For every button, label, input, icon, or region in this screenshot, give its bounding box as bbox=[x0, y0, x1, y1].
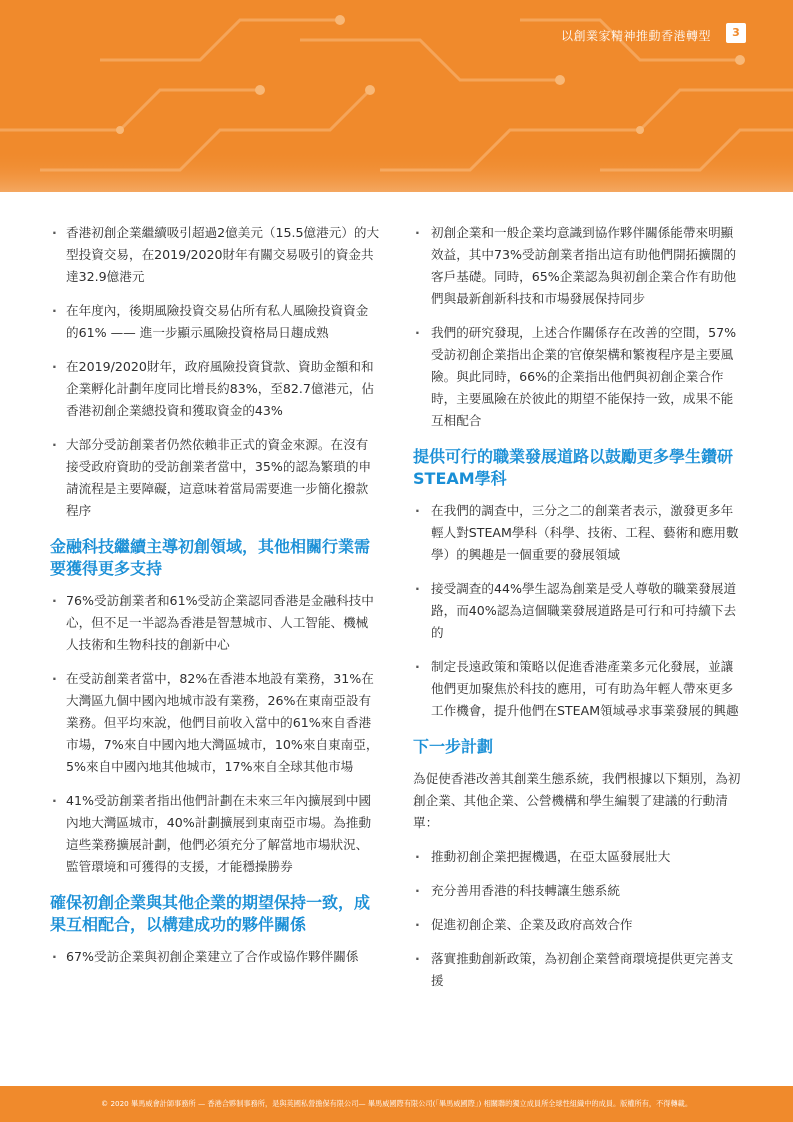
list-item: · 76%受訪創業者和61%受訪企業認同香港是金融科技中心，但不足一半認為香港是智慧城市、人工智能、機械人技術和生物科技的創新中心 bbox=[50, 590, 380, 656]
list-item: · 促進初創企業、企業及政府高效合作 bbox=[413, 914, 743, 936]
intro-bullet-list bbox=[50, 222, 380, 522]
list-item: · 制定長遠政策和策略以促進香港產業多元化發展，並讓他們更加聚焦於科技的應用，可有助為年輕人帶來更多工作機會，提升他們在STEAM領域尋求事業發展的興趣 bbox=[413, 656, 743, 722]
page-number: 3 bbox=[726, 23, 746, 43]
list-item: · 落實推動創新政策，為初創企業營商環境提供更完善支援 bbox=[413, 948, 743, 992]
header-title: 以創業家精神推動香港轉型 bbox=[560, 29, 711, 43]
partnership-bullet-list bbox=[50, 946, 380, 968]
list-item: · 在我們的調查中，三分之二的創業者表示，激發更多年輕人對STEAM學科（科學、技術、工程、藝術和應用數學）的興趣是一個重要的發展領域 bbox=[413, 500, 743, 566]
collaboration-bullet-list bbox=[413, 222, 743, 432]
fintech-bullet-list bbox=[50, 590, 380, 878]
list-item: · 接受調查的44%學生認為創業是受人尊敬的職業發展道路，而40%認為這個職業發展道路是可行和可持續下去的 bbox=[413, 578, 743, 644]
list-item: · 41%受訪創業者指出他們計劃在未來三年內擴展到中國內地大灣區城市，40%計劃擴展到東南亞市場。為推動這些業務擴展計劃，他們必須充分了解當地市場狀況、監管環境和可獲得的支援，才能穩操勝券 bbox=[50, 790, 380, 878]
section-heading-partnership: 確保初創企業與其他企業的期望保持一致，成果互相配合，以構建成功的夥伴關係 bbox=[50, 893, 371, 934]
list-item: · 大部分受訪創業者仍然依賴非正式的資金來源。在沒有接受政府資助的受訪創業者當中，35%的認為繁瑣的申請流程是主要障礙，這意味着當局需要進一步簡化撥款程序 bbox=[50, 434, 380, 522]
list-item: · 充分善用香港的科技轉讓生態系統 bbox=[413, 880, 743, 902]
section-heading-steam: 提供可行的職業發展道路以鼓勵更多學生鑽研STEAM學科 bbox=[413, 447, 734, 488]
list-item: · 香港初創企業繼續吸引超過2億美元（15.5億港元）的大型投資交易，在2019/2020財年有關交易吸引的資金共達32.9億港元 bbox=[50, 222, 380, 288]
right-column bbox=[413, 222, 743, 1004]
section-heading-fintech: 金融科技繼續主導初創領域，其他相關行業需要獲得更多支持 bbox=[50, 537, 371, 578]
list-item: · 在年度內，後期風險投資交易佔所有私人風險投資資金的61% —— 進一步顯示風險投資格局日趨成熟 bbox=[50, 300, 380, 344]
copyright-footer: © 2020 畢馬威會計師事務所 — 香港合夥制事務所，是與英國私營擔保有限公司— 畢馬威國際有限公司(「畢馬威國際」) 相關聯的獨立成員所全球性組織中的成員。版權所有，不得轉載。 bbox=[0, 1086, 793, 1122]
list-item: · 推動初創企業把握機遇，在亞太區發展壯大 bbox=[413, 846, 743, 868]
steam-bullet-list bbox=[413, 500, 743, 722]
next-steps-intro: 為促使香港改善其創業生態系統，我們根據以下類別，為初創企業、其他企業、公營機構和學生編製了建議的行動清單： bbox=[413, 771, 741, 830]
header-banner bbox=[0, 0, 793, 192]
left-column bbox=[50, 222, 380, 980]
next-steps-bullet-list bbox=[413, 846, 743, 992]
list-item: · 我們的研究發現，上述合作關係存在改善的空間，57%受訪初創企業指出企業的官僚架構和繁複程序是主要風險。與此同時，66%的企業指出他們與初創企業合作時，主要風險在於彼此的期望不能保持一致，成果不能互相配合 bbox=[413, 322, 743, 432]
section-heading-next-steps: 下一步計劃 bbox=[413, 737, 494, 756]
list-item: · 67%受訪企業與初創企業建立了合作或協作夥伴關係 bbox=[50, 946, 380, 968]
list-item: · 初創企業和一般企業均意識到協作夥伴關係能帶來明顯效益，其中73%受訪創業者指出這有助他們開拓擴闊的客戶基礎。同時，65%企業認為與初創企業合作有助他們與最新創新科技和市場發展保持同步 bbox=[413, 222, 743, 310]
list-item: · 在受訪創業者當中，82%在香港本地設有業務，31%在大灣區九個中國內地城市設有業務，26%在東南亞設有業務。但平均來說，他們目前收入當中的61%來自香港市場，7%來自中國內地大灣區城市，10%來自東南亞，5%來自中國內地其他城市，17%來自全球其他市場 bbox=[50, 668, 380, 778]
list-item: · 在2019/2020財年，政府風險投資貸款、資助金額和和企業孵化計劃年度同比增長約83%，至82.7億港元，佔香港初創企業總投資和獲取資金的43% bbox=[50, 356, 380, 422]
